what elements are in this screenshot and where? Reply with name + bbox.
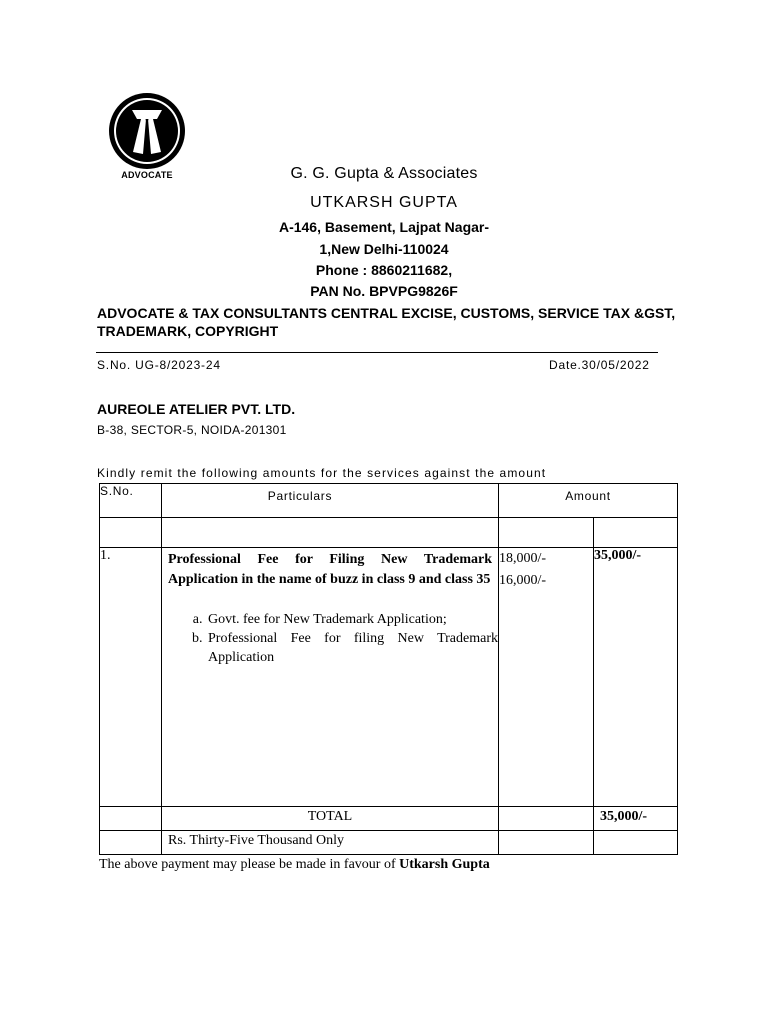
- services-line: ADVOCATE & TAX CONSULTANTS CENTRAL EXCISE, CUSTOMS, SERVICE TAX &GST, TRADEMARK, COPYRIGHT: [97, 305, 676, 339]
- amount-in-words: Rs. Thirty-Five Thousand Only: [162, 831, 499, 855]
- row-amount: 35,000/-: [594, 548, 678, 807]
- fee-table: [99, 483, 678, 855]
- payment-note: [99, 857, 490, 873]
- firm-name: G. G. Gupta & Associates: [290, 165, 478, 182]
- subheader-empty: [594, 518, 678, 548]
- pan-number: PAN No. BPVPG9826F: [310, 283, 458, 299]
- table-header-row: [100, 484, 678, 518]
- header-amount: Amount: [499, 484, 678, 518]
- client-name: AUREOLE ATELIER PVT. LTD.: [97, 401, 296, 417]
- total-empty: [100, 807, 162, 831]
- row-sno: 1.: [100, 548, 162, 807]
- list-item: a. Govt. fee for New Trademark Application;: [206, 610, 498, 629]
- item-amount: 16,000/-: [499, 573, 547, 588]
- serial-number: S.No. UG-8/2023-24: [97, 358, 221, 372]
- header-particulars: Particulars: [162, 484, 499, 518]
- total-row: [100, 807, 678, 831]
- item-amount: 18,000/-: [499, 551, 547, 566]
- payment-note-text: The above payment may please be made in favour of: [99, 857, 400, 872]
- total-empty: [499, 807, 594, 831]
- header-divider: [96, 352, 658, 353]
- amount-in-words-row: [100, 831, 678, 855]
- subheader-empty: [499, 518, 594, 548]
- table-row: [100, 548, 678, 807]
- list-item: b. Professional Fee for filing New Trademark Application: [206, 629, 498, 667]
- logo-text: ADVOCATE: [121, 170, 173, 180]
- client-address: B-38, SECTOR-5, NOIDA-201301: [97, 423, 287, 437]
- words-empty: [100, 831, 162, 855]
- header-sno: S.No.: [100, 484, 162, 518]
- total-label: TOTAL: [162, 807, 499, 831]
- table-subheader-row: [100, 518, 678, 548]
- bill-date: Date.30/05/2022: [549, 358, 650, 372]
- phone-number: Phone : 8860211682,: [315, 262, 453, 278]
- row-item-amounts: [499, 548, 594, 807]
- row-title: Professional Fee for Filing New Trademark Application in the name of buzz in class 9 and class 35: [168, 552, 492, 587]
- words-empty: [594, 831, 678, 855]
- words-empty: [499, 831, 594, 855]
- remit-instruction: Kindly remit the following amounts for the services against the amount: [97, 466, 547, 480]
- subheader-empty: [162, 518, 499, 548]
- advocate-band-icon: [108, 92, 186, 170]
- row-particulars: [162, 548, 499, 807]
- total-amount: 35,000/-: [594, 807, 678, 831]
- subheader-empty: [100, 518, 162, 548]
- sub-item-list: [162, 610, 498, 667]
- advocate-name: UTKARSH GUPTA: [310, 194, 458, 211]
- address-line-1: A-146, Basement, Lajpat Nagar-: [278, 219, 490, 235]
- address-line-2: 1,New Delhi-110024: [319, 241, 449, 257]
- payee-name: Utkarsh Gupta: [399, 857, 490, 872]
